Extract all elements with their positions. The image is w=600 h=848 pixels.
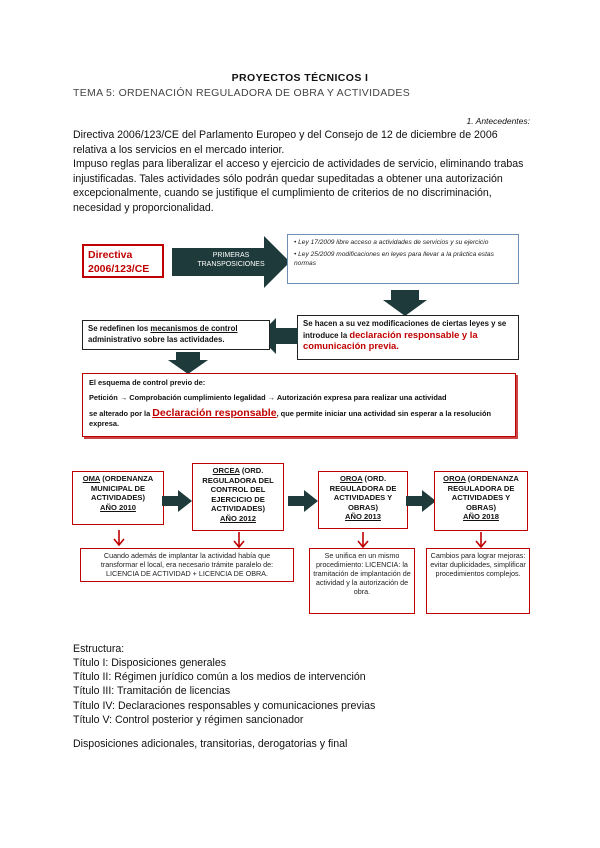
esquema-alterado: se alterado por la: [89, 409, 153, 418]
oroa-2018-abbr: OROA: [443, 474, 466, 483]
document-subtitle: TEMA 5: ORDENACIÓN REGULADORA DE OBRA Y ACTIVIDADES: [73, 87, 410, 99]
estructura-item: Título II: Régimen jurídico común a los medios de intervención: [73, 671, 366, 684]
estructura-footer: Disposiciones adicionales, transitorias, derogatorias y final: [73, 738, 348, 750]
oroa-2018-box: [434, 471, 528, 531]
esquema-final: , que permite iniciar una actividad sin esperar a la resolución expresa.: [89, 409, 491, 428]
redefinen-box: [82, 320, 270, 350]
oroa-2013-year: AÑO 2013: [345, 512, 381, 522]
red-down-arrow-4: [474, 532, 488, 548]
estructura-item: Título I: Disposiciones generales: [73, 657, 227, 669]
declaracion-highlight: Declaración responsable: [152, 407, 277, 419]
modificaciones-text: Se hacen a su vez modificaciones de ciertas leyes y se introduce la: [303, 319, 507, 340]
ley-17-2009: • Ley 17/2009 libre acceso a actividades de servicios y su ejercicio: [294, 239, 489, 246]
estructura-heading: Estructura:: [73, 643, 125, 655]
right-arrow-2: [288, 490, 318, 512]
oroa-2018-name: (ORDENANZA REGULADORA DE ACTIVIDADES Y OBRAS): [447, 474, 519, 512]
oroa-2013-abbr: OROA: [339, 474, 363, 483]
autorizacion-label: Autorización expresa para realizar una actividad: [276, 393, 447, 402]
red-down-arrow-2: [232, 532, 246, 548]
estructura-item: Título V: Control posterior y régimen sancionador: [73, 713, 304, 726]
right-arrow-1: [162, 490, 192, 512]
oma-name: (ORDENANZA MUNICIPAL DE ACTIVIDADES): [90, 474, 154, 503]
esquema-box: [82, 373, 516, 437]
intro-paragraph-1: Directiva 2006/123/CE del Parlamento Europeo y del Consejo de 12 de diciembre de 2006 relativa a los servicios en el mercado interior.: [73, 129, 498, 156]
orcea-name: (ORD. REGULADORA DEL CONTROL DEL EJERCICIO DE ACTIVIDADES): [202, 466, 274, 514]
oma-box: [72, 471, 164, 525]
oma-year: AÑO 2010: [100, 502, 136, 512]
intro-paragraph-2: Impuso reglas para liberalizar el acceso y ejercicio de actividades de servicio, eliminando trabas injustificadas. Tales actividades sólo podrán quedar supeditadas a obtener una autorización excepcionalmente, cuando se justifique el cumplimiento de criterios de no discriminación, necesidad y proporcionalidad.: [73, 158, 524, 214]
down-arrow-2: [168, 352, 208, 374]
directiva-box: Directiva 2006/123/CE: [82, 244, 164, 278]
note-oma-orcea: Cuando además de implantar la actividad había que transformar el local, era necesario trámite paralelo de: LICENCIA DE ACTIVIDAD + LICENCIA DE OBRA.: [80, 548, 294, 582]
arrow-right-icon: →: [267, 393, 277, 402]
modificaciones-box: [297, 315, 519, 360]
orcea-year: AÑO 2012: [220, 513, 256, 523]
comprobacion-label: Comprobación cumplimiento legalidad: [129, 393, 266, 402]
leyes-box: [287, 234, 519, 284]
redefinen-text-end: administrativo sobre las actividades.: [88, 334, 225, 344]
arrow-right-icon: →: [119, 393, 130, 402]
ley-25-2009: • Ley 25/2009 modificaciones en leyes para llevar a la práctica estas normas: [294, 250, 494, 267]
red-down-arrow-1: [112, 530, 126, 546]
esquema-title: El esquema de control previo de:: [89, 378, 206, 387]
down-arrow-1: [383, 290, 427, 316]
esquema-conclusion: [89, 408, 509, 429]
note-oroa-2013: Se unifica en un mismo procedimiento: LICENCIA: la tramitación de implantación de actividad y la autorización de obra.: [309, 548, 415, 614]
estructura-list: [73, 656, 375, 727]
document-title: PROYECTOS TÉCNICOS I: [231, 72, 369, 84]
oroa-2013-box: [318, 471, 408, 529]
orcea-abbr: ORCEA: [212, 466, 240, 475]
estructura-item: Título IV: Declaraciones responsables y comunicaciones previas: [73, 699, 376, 712]
modificaciones-highlight: declaración responsable y la comunicación previa.: [303, 328, 478, 351]
note-oroa-2018: Cambios para lograr mejoras: evitar duplicidades, simplificar procedimientos complejos.: [426, 548, 530, 614]
estructura-item: Título III: Tramitación de licencias: [73, 685, 231, 698]
right-arrow-3: [406, 490, 436, 512]
mecanismos-link: mecanismos de control: [150, 324, 238, 333]
red-down-arrow-3: [356, 532, 370, 548]
redefinen-text: Se redefinen los: [88, 324, 151, 333]
oroa-2013-name: (ORD. REGULADORA DE ACTIVIDADES Y OBRAS): [329, 474, 397, 512]
section-heading: 1. Antecedentes:: [466, 116, 530, 126]
esquema-flow: [89, 393, 509, 403]
peticion-label: Petición: [89, 393, 118, 402]
oroa-2018-year: AÑO 2018: [463, 512, 499, 522]
primeras-label: PRIMERAS TRANSPOSICIONES: [197, 252, 265, 268]
orcea-box: [192, 463, 284, 531]
oma-abbr: OMA: [82, 474, 101, 483]
